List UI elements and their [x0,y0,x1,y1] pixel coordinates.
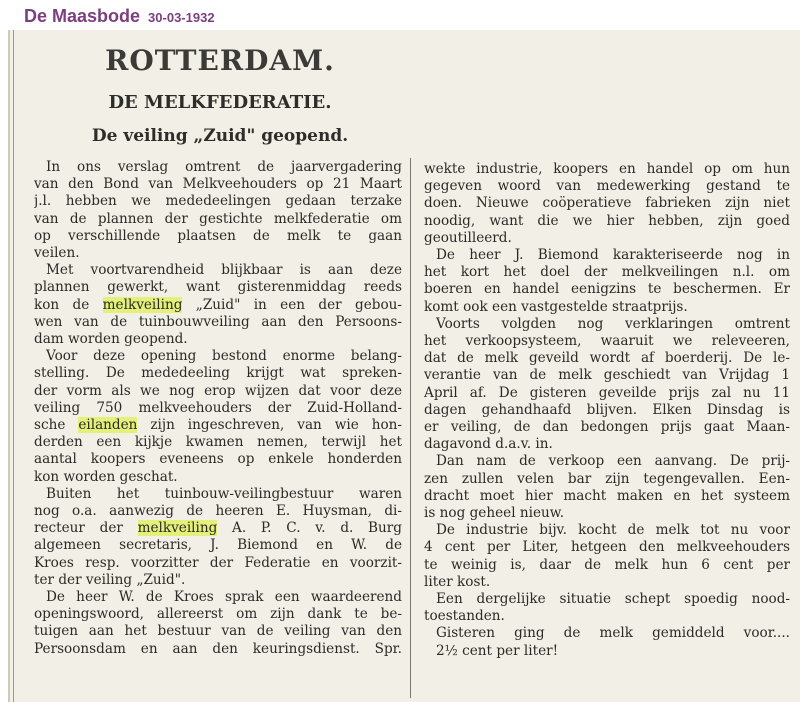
text-segment: algemeen secretaris, J. Biemond en W. de [34,537,402,554]
text-segment: Voorts volgden nog verklaringen omtrent [436,315,790,332]
text-line [424,178,790,195]
text-segment: op verschillende plaatsen de melk te gaan [34,227,402,244]
text-segment: plannen gewerkt, want gisterenmiddag reeds [34,279,402,296]
text-segment: tuigen aan het bestuur van de veiling van den [34,623,402,640]
text-segment: noodig, want die we hier hebben, zijn goed [424,212,790,229]
text-segment: veiling 750 melkveehouders der Zuid-Holland- [34,399,402,416]
text-segment: In ons verslag omtrent de jaarvergadering [46,159,402,175]
text-line [34,331,402,348]
text-segment: toestanden. [424,608,505,625]
text-line [424,281,790,298]
text-line [34,641,402,658]
text-segment: Een dergelijke situatie schept spoedig nood- [436,591,790,608]
text-line [34,572,402,589]
text-line [34,297,402,314]
text-line [34,555,402,572]
text-segment: derden een kijkje kwamen nemen, terwijl het [34,434,402,451]
text-line [424,247,790,264]
text-segment: wekte industrie, koopers en handel op om hun [424,161,790,177]
text-line [424,522,790,539]
text-segment: liter kost. [424,573,491,590]
text-line [34,228,402,245]
text-line [34,606,402,623]
text-line [424,367,790,384]
text-line [424,505,790,522]
article-column-2 [424,161,790,660]
text-segment: van den Bond van Melkveehouders op 21 Maart [34,176,402,193]
text-line [424,195,790,212]
text-line [34,159,402,176]
text-line [34,279,402,296]
text-line [424,350,790,367]
text-line [424,299,790,316]
column-divider [410,158,411,698]
text-line [424,574,790,591]
text-line [34,348,402,365]
text-segment: zen zullen velen bar zijn tegengevallen. Een- [424,470,790,487]
text-segment: De heer J. Biemond karakteriseerde nog in [436,247,790,264]
text-line [424,488,790,505]
clipping-header [0,0,800,30]
text-segment: kon worden geschat. [34,468,178,485]
text-line [34,434,402,451]
text-segment: dagen gehandhaafd blijven. Elken Dinsdag is [424,401,790,418]
text-segment: nog o.a. aanwezig de heeren E. Huysman, di- [34,503,402,520]
text-line [34,451,402,468]
newspaper-name: De Maasbode [24,6,141,26]
text-line [34,589,402,606]
text-line [424,402,790,419]
text-segment: van de plannen der gestichte melkfederatie om [34,210,402,227]
text-segment: het verkoopsysteem, waaruit we releveeren, [424,333,790,350]
text-line [424,213,790,230]
text-segment: te weinig is, daar de melk hun 6 cent per [424,556,790,573]
text-segment: sche [34,417,79,434]
text-line [34,193,402,210]
text-segment: dracht moet hier macht maken en het systeem [424,487,790,504]
text-segment: der vorm als we nog erop wijzen dat voor deze [34,382,402,399]
text-segment: veilen. [34,245,80,262]
text-segment: gegeven woord van medewerking gestand te [424,178,790,195]
highlighted-term: melkveiling [102,296,183,313]
text-segment: openingswoord, allereerst om zijn dank te be- [34,606,402,623]
text-segment: stelling. De mededeeling krijgt wat spreken- [34,365,402,382]
text-line [424,264,790,281]
text-line [34,314,402,331]
newspaper-clipping [8,30,800,702]
text-line [424,608,790,625]
text-line [424,316,790,333]
text-line [34,537,402,554]
text-line [424,643,790,660]
text-line [34,469,402,486]
text-segment: Buiten het tuinbouw-veilingbestuur waren [46,485,402,502]
text-segment: komt ook een vastgestelde straatprijs. [424,298,688,315]
text-segment: Kroes resp. voorzitter der Federatie en voorzit- [34,554,402,571]
text-line [424,471,790,488]
text-segment: April af. De gisteren geveilde prijs zal nu 11 [424,384,790,401]
text-line [34,486,402,503]
highlighted-term: melkveiling [137,520,218,537]
text-segment: Persoonsdam en aan den keuringsdienst. Spr. [34,640,402,657]
text-segment: Dan nam de verkoop een aanvang. De prij- [436,453,790,470]
text-segment: ter der veiling „Zuid". [34,571,186,588]
text-line [424,557,790,574]
text-line [424,333,790,350]
text-line [34,262,402,279]
text-line [424,230,790,247]
text-line [34,176,402,193]
text-segment: De heer W. de Kroes sprak een waardeerend [46,589,402,606]
text-line [424,625,790,642]
text-segment: er veiling, de dan bedongen prijs gaat Maan- [424,419,790,436]
highlighted-term: eilanden [78,417,138,434]
text-segment: wen van de tuinbouwveiling aan den Persoons- [34,313,402,330]
text-segment: boeren en handel eenigzins te beschermen. Er [424,281,790,298]
text-segment: zijn ingeschreven, van wie hon- [137,417,402,434]
text-segment: aantal koopers eveneens op enkele honderden [34,451,402,468]
article-title: De veiling „Zuid" geopend. [91,126,349,146]
text-segment: De industrie bijv. kocht de melk tot nu voor [436,522,790,539]
text-line [424,539,790,556]
text-segment: verantie van de melk geschiedt van Vrijdag 1 [424,367,790,384]
text-line [34,383,402,400]
text-segment: dam worden geopend. [34,331,188,348]
text-segment: 4 cent per Liter, hetgeen den melkveehouders [424,539,790,556]
text-segment: „Zuid" in een der gebou- [182,296,402,313]
text-segment: A. P. C. v. d. Burg [217,520,402,537]
text-line [34,365,402,382]
text-line [34,503,402,520]
text-line [424,436,790,453]
text-line [424,385,790,402]
text-line [34,245,402,262]
text-line [34,623,402,640]
text-segment: dagavond d.a.v. in. [424,436,553,453]
text-segment: Voor deze opening bestond enorme belang- [46,348,402,365]
text-segment: is nog geheel nieuw. [424,505,565,522]
text-segment: geoutilleerd. [424,229,512,246]
text-segment: doen. Nieuwe coöperatieve fabrieken zijn niet [424,195,790,212]
text-segment: kon de [34,296,103,313]
text-line [424,419,790,436]
text-line [34,520,402,537]
text-line [34,400,402,417]
text-line [34,211,402,228]
text-segment: Met voortvarendheid blijkbaar is aan deze [46,262,402,279]
article-subheading: DE MELKFEDERATIE. [108,92,332,113]
article-heading: ROTTERDAM. [105,44,335,77]
text-segment: dat de melk geveild wordt af boerderij. De le- [424,350,790,367]
text-segment: recteur der [34,520,138,537]
text-line [424,453,790,470]
text-line [34,417,402,434]
text-segment: Gisteren ging de melk gemiddeld voor.... [436,625,790,642]
text-segment: j.l. hebben we mededeelingen gedaan terzake [34,193,402,210]
text-segment: 2½ cent per liter! [436,642,559,659]
text-segment: het kort het doel der melkveilingen n.l. om [424,264,790,281]
article-column-1 [34,159,402,658]
text-line [424,161,790,178]
publication-date: 30-03-1932 [148,10,215,25]
text-line [424,591,790,608]
